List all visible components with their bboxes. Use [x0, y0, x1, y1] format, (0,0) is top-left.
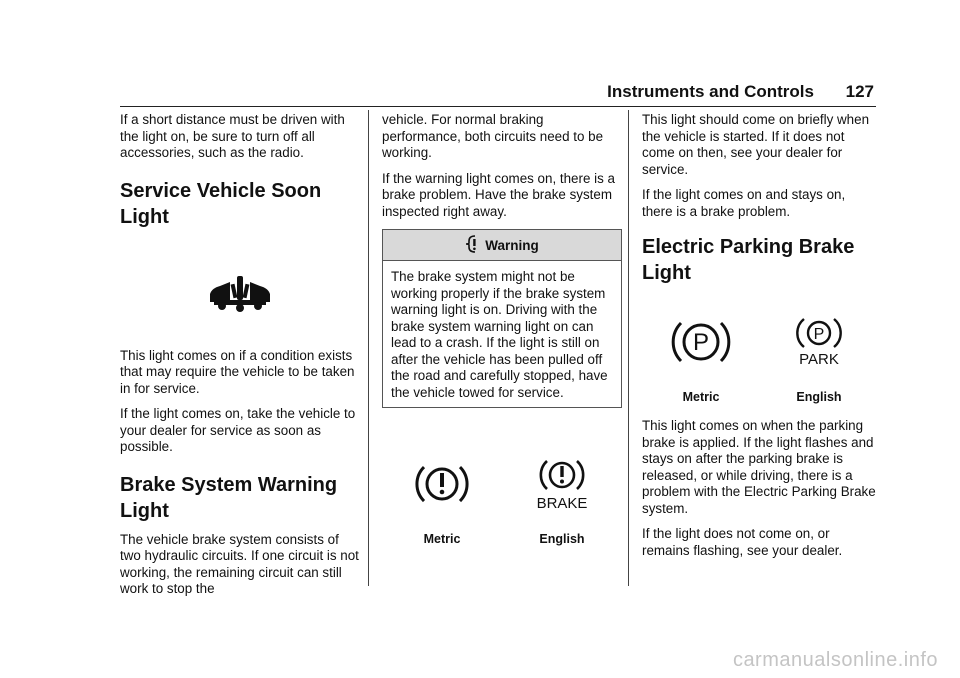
parking-icon-metric: [642, 302, 760, 404]
epb-paragraph-1: This light comes on when the parking brake is applied. If the light flashes and stays on after the parking brake is released, or while driving, there is a problem with the Electric Parking Brake system.: [642, 418, 876, 516]
english-caption: English: [539, 532, 585, 546]
brake-warning-metric-icon: [413, 462, 471, 506]
warning-bracket-icon: [465, 235, 479, 256]
column-divider: [368, 110, 369, 586]
page-number: 127: [845, 82, 874, 101]
parking-english-letter: P: [813, 326, 825, 343]
service-vehicle-soon-icon: [120, 244, 360, 344]
parking-brake-english-icon: [796, 316, 842, 350]
metric-caption: Metric: [682, 390, 720, 404]
english-caption: English: [796, 390, 842, 404]
column-right: [642, 112, 878, 568]
epb-paragraph-2: If the light does not come on, or remains flashing, see your dealer.: [642, 526, 843, 558]
electric-parking-brake-heading: Electric Parking Brake Light: [642, 236, 855, 284]
svs-paragraph-2: If the light comes on, take the vehicle to your dealer for service as soon as possible.: [120, 406, 356, 454]
warning-header: [383, 230, 621, 261]
parking-brake-metric-icon: [670, 318, 732, 366]
intro-paragraph: If a short distance must be driven with the light on, be sure to turn off all accessories, such as the radio.: [120, 112, 345, 160]
parking-icon-pair: [642, 302, 878, 404]
brake-icon-english: [502, 444, 622, 546]
page-header: [120, 82, 874, 104]
brake-icon-metric: [382, 444, 502, 546]
brake-paragraph-5: If the light comes on and stays on, there is a brake problem.: [642, 187, 846, 219]
warning-label: Warning: [485, 237, 539, 253]
parking-icon-english: [760, 302, 878, 404]
svs-paragraph-1: This light comes on if a condition exists that may require the vehicle to be taken in for service.: [120, 347, 355, 396]
watermark: carmanualsonline.info: [732, 649, 938, 671]
brake-paragraph-1: The vehicle brake system consists of two hydraulic circuits. If one circuit is not working, the remaining circuit can still work to stop the: [120, 531, 359, 596]
column-left: [120, 112, 360, 607]
column-middle: [382, 112, 622, 546]
warning-box: [382, 229, 622, 408]
brake-icon-pair: [382, 444, 622, 546]
section-title: Instruments and Controls: [607, 82, 814, 101]
warning-body: [383, 261, 621, 407]
brake-system-heading: Brake System Warning Light: [120, 473, 338, 522]
parking-metric-letter: P: [692, 329, 710, 356]
brake-paragraph-2: vehicle. For normal braking performance, both circuits need to be working.: [382, 112, 604, 160]
column-divider: [628, 110, 629, 586]
brake-paragraph-4: This light should come on briefly when the vehicle is started. If it does not come on then, see your dealer for service.: [642, 112, 870, 177]
metric-caption: Metric: [423, 532, 461, 546]
brake-english-text: BRAKE: [536, 494, 588, 512]
service-vehicle-soon-heading: Service Vehicle Soon Light: [120, 179, 322, 228]
brake-warning-english-icon: [539, 457, 585, 493]
warning-text: The brake system might not be working properly if the brake system warning light is on. Driving with the brake system warning light on can lead to a crash. If the light is still on after the vehicle has been pulled off the road and carefully stopped, have the vehicle towed for service.: [391, 269, 608, 400]
park-english-text: PARK: [799, 351, 839, 368]
header-divider: [120, 106, 876, 107]
brake-paragraph-3: If the warning light comes on, there is a brake problem. Have the brake system inspected right away.: [382, 170, 615, 219]
